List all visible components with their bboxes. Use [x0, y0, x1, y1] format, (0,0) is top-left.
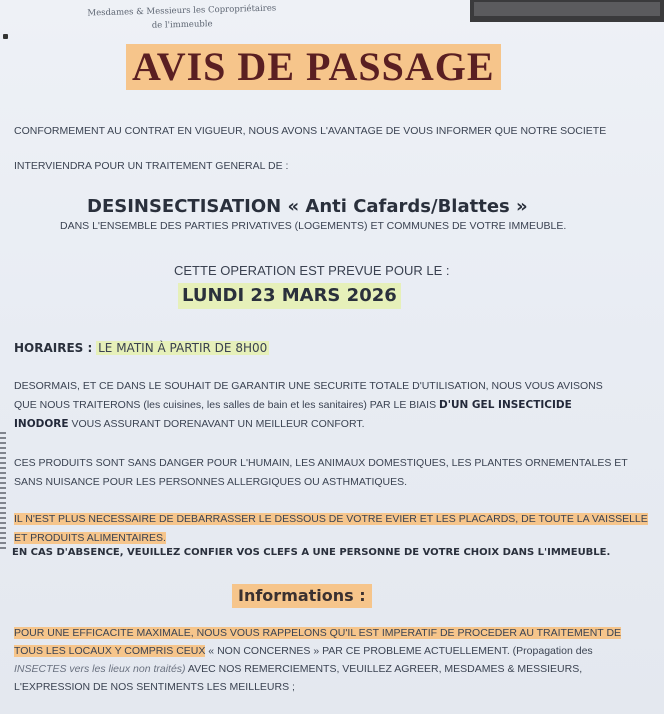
recipient-header — [62, 1, 303, 35]
paragraph-harmless — [14, 454, 654, 492]
paragraph-info-line-2a: TOUS LES LOCAUX Y COMPRIS CEUX — [14, 645, 206, 657]
absence-instruction: EN CAS D'ABSENCE, VEUILLEZ CONFIER VOS CLEFS A UNE PERSONNE DE VOTRE CHOIX DANS L'IMMEUBLE. — [12, 547, 611, 558]
schedule — [14, 341, 269, 355]
gel-insecticide-text: D'UN GEL INSECTICIDE — [439, 399, 572, 411]
recipient-line-2: de l'immeuble — [151, 19, 213, 31]
paragraph-no-clearing-line-2: ET PRODUITS ALIMENTAIRES. — [14, 532, 166, 544]
paragraph-info-line-3b: AVEC NOS REMERCIEMENTS, VEUILLEZ AGREER, MESDAMES & MESSIEURS, — [185, 663, 583, 675]
edge-marks — [0, 432, 6, 550]
treatment-scope: DANS L'ENSEMBLE DES PARTIES PRIVATIVES (LOGEMENTS) ET COMMUNES DE VOTRE IMMEUBLE. — [60, 220, 567, 232]
inodore-text: INODORE — [14, 418, 69, 430]
paragraph-harmless-line-1: CES PRODUITS SONT SANS DANGER POUR L'HUMAIN, LES ANIMAUX DOMESTIQUES, LES PLANTES ORNEMENTALES ET — [14, 457, 628, 469]
operation-label: CETTE OPERATION EST PREVUE POUR LE : — [174, 263, 450, 278]
paragraph-info-line-3a: INSECTES vers les lieux non traités) — [14, 663, 186, 675]
notice-title: AVIS DE PASSAGE — [126, 44, 501, 90]
paragraph-safety-line-2: QUE NOUS TRAITERONS (les cuisines, les salles de bain et les sanitaires) PAR LE BIAIS — [14, 399, 440, 411]
intro-line-2: INTERVIENDRA POUR UN TRAITEMENT GENERAL DE : — [14, 160, 289, 172]
paragraph-safety-line-1: DESORMAIS, ET CE DANS LE SOUHAIT DE GARANTIR UNE SECURITE TOTALE D'UTILISATION, NOUS VOUS AVISONS — [14, 380, 603, 392]
paragraph-safety — [14, 377, 654, 434]
treatment-subject: DESINSECTISATION « Anti Cafards/Blattes » — [87, 196, 528, 217]
top-edge-object — [470, 0, 664, 22]
paragraph-harmless-line-2: SANS NUISANCE POUR LES PERSONNES ALLERGIQUES OU ASTHMATIQUES. — [14, 476, 408, 488]
paragraph-info-line-2b: « NON CONCERNES » PAR CE PROBLEME ACTUELLEMENT. (Propagation des — [205, 645, 593, 657]
informations-heading: Informations : — [232, 584, 372, 608]
paragraph-info — [14, 624, 654, 696]
paragraph-no-clearing — [14, 510, 654, 548]
intro-line-1: CONFORMEMENT AU CONTRAT EN VIGUEUR, NOUS AVONS L'AVANTAGE DE VOUS INFORMER QUE NOTRE SOCIETE — [14, 125, 607, 137]
paragraph-no-clearing-line-1: IL N'EST PLUS NECESSAIRE DE DEBARRASSER LE DESSOUS DE VOTRE EVIER ET LES PLACARDS, DE TOUTE LA VAISSELLE — [14, 513, 648, 525]
schedule-value: LE MATIN À PARTIR DE 8H00 — [98, 341, 268, 355]
paragraph-safety-line-3: VOUS ASSURANT DORENAVANT UN MEILLEUR CONFORT. — [68, 418, 365, 430]
schedule-label: HORAIRES : — [14, 341, 93, 355]
paragraph-info-line-1: POUR UNE EFFICACITE MAXIMALE, NOUS VOUS RAPPELONS QU'IL EST IMPERATIF DE PROCEDER AU TRAITEMENT DE — [14, 627, 622, 639]
operation-date: LUNDI 23 MARS 2026 — [178, 283, 401, 309]
recipient-line-1: Mesdames & Messieurs les Copropriétaires — [87, 3, 277, 19]
paragraph-info-line-4: L'EXPRESSION DE NOS SENTIMENTS LES MEILLEURS ; — [14, 681, 295, 693]
margin-mark — [3, 34, 8, 39]
